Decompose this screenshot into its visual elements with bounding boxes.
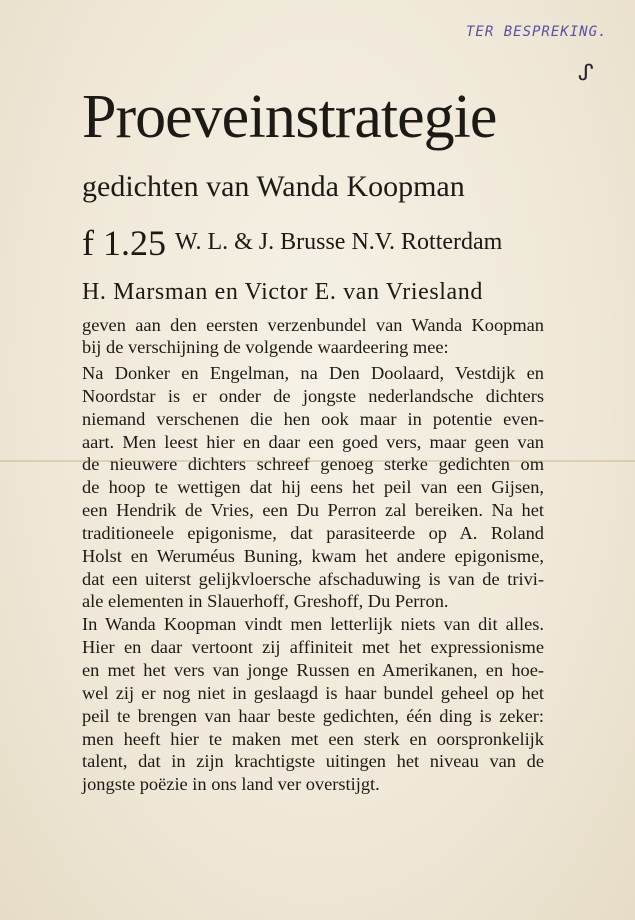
text-line: Noordstar is er onder de jongste nederlandsche dichters [82,385,544,406]
text-line: wel zij er nog niet in geslaagd is haar bundel geheel op het [82,682,544,703]
text-line: traditioneele epigonisme, dat parasiteerde op A. Roland [82,522,544,543]
intro-paragraph [82,314,544,358]
review-stamp: TER BESPREKING. [466,24,608,40]
text-line: dat een uiterst gelijkvloersche afschaduwing is van de trivi- [82,568,544,589]
text-line: aart. Men leest hier en daar een goed vers, maar geen van [82,431,544,452]
book-subtitle: gedichten van Wanda Koopman [82,170,465,203]
text-line: talent, dat in zijn krachtigste uitingen het niveau van de [82,751,544,772]
text-line: In Wanda Koopman vindt men letterlijk niets van dit alles. [82,614,544,635]
text-line: de hoop te wettigen dat hij eens het peil van een Gijsen, [82,477,544,498]
text-line: een Hendrik de Vries, een Du Perron zal bereiken. Na het [82,500,544,521]
book-title: Proeve in strategie [82,83,497,151]
text-line: Na Donker en Engelman, na Den Doolaard, Vestdijk en [82,363,544,383]
text-line: de nieuwere dichters schreef genoeg sterke gedichten om [82,454,544,475]
price: f 1.25 [82,223,166,263]
text-line: jongste poëzie in ons land ver overstijgt. [82,774,380,795]
text-line: bij de verschijning de volgende waardeering mee: [82,337,449,357]
publisher: W. L. & J. Brusse N.V. Rotterdam [175,229,503,255]
review-text [82,362,544,796]
reviewers: H. Marsman en Victor E. van Vriesland [82,279,484,305]
text-line: Holst en Weruméus Buning, kwam het andere epigonisme, [82,545,544,566]
text-line: en met het vers van jonge Russen en Amerikanen, en hoe- [82,659,544,680]
handwritten-mark: ᔑ [578,60,594,85]
text-line: geven aan den eersten verzenbundel van Wanda Koopman [82,315,544,335]
text-line: ale elementen in Slauerhoff, Greshoff, Du Perron. [82,591,449,612]
text-line: niemand verschenen die hen ook maar in potentie even- [82,408,544,429]
text-line: peil te brengen van haar beste gedichten, één ding is zeker: [82,705,544,726]
text-line: Hier en daar vertoont zij affiniteit met het expressionisme [82,637,544,658]
text-line: men heeft hier te maken met een sterk en oorspronkelijk [82,728,544,749]
